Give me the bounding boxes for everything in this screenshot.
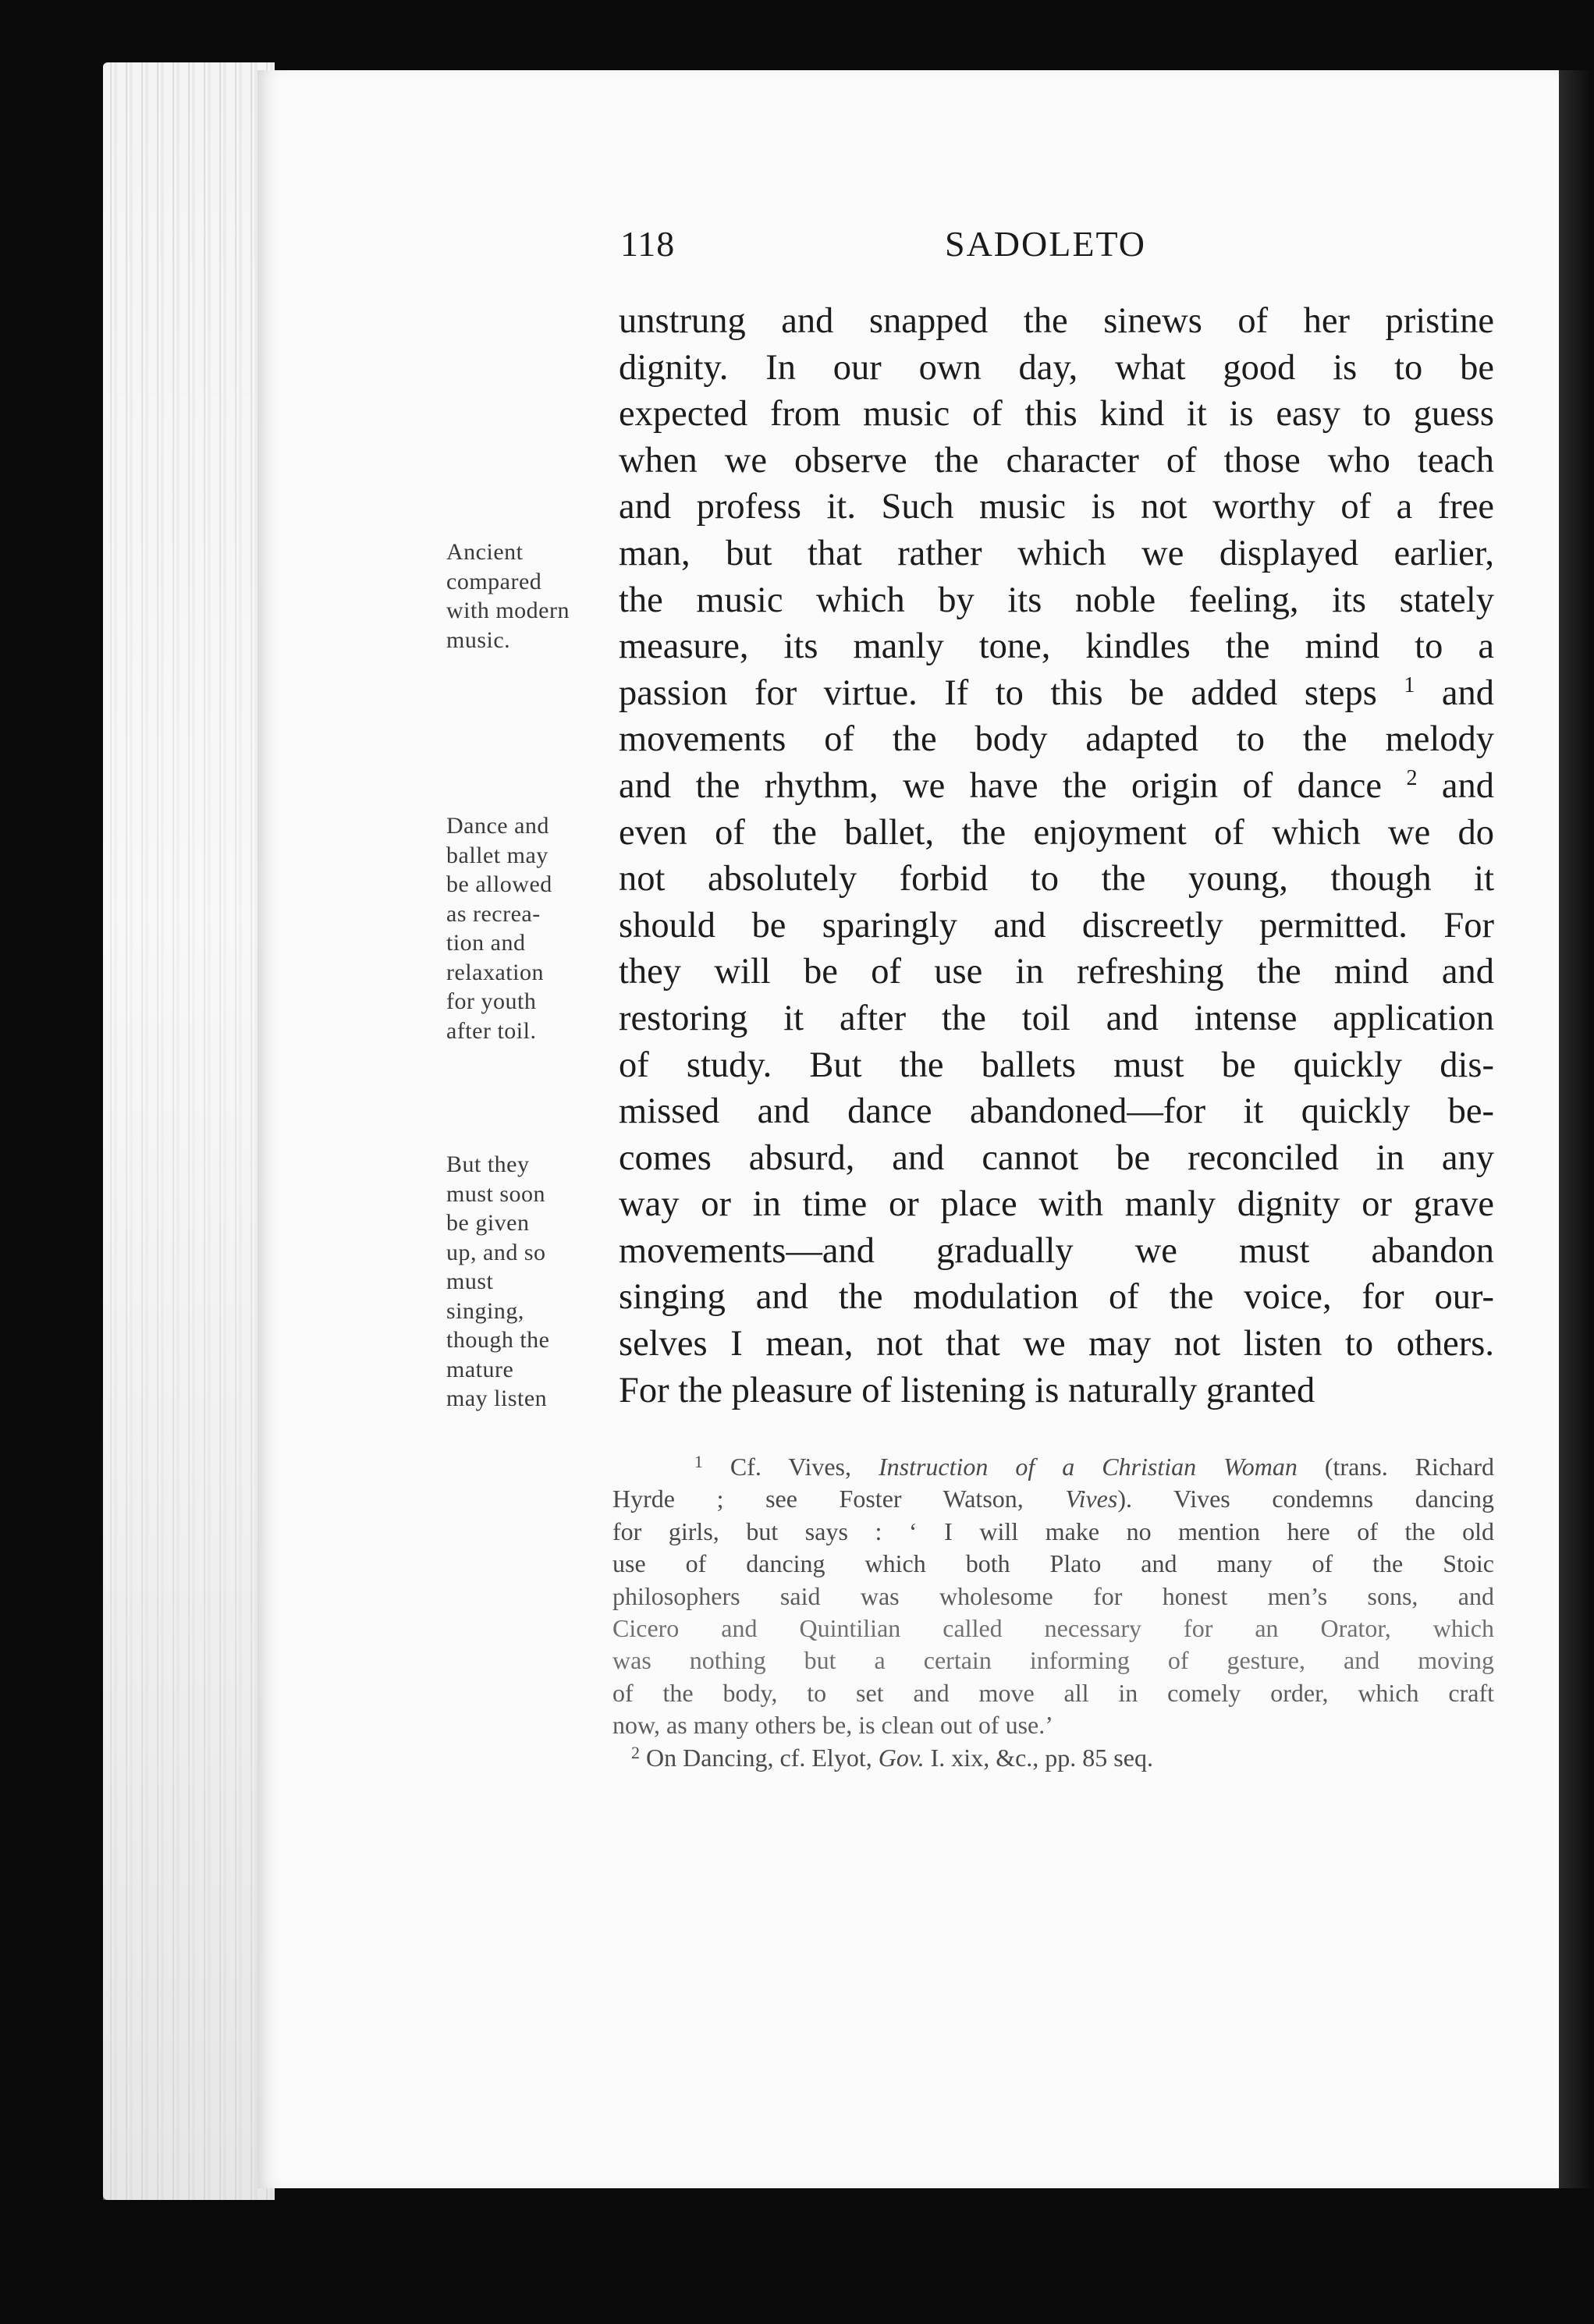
footnote-marker-2: 2 bbox=[631, 1742, 640, 1762]
footnote-1-line: use of dancing which both Plato and many of the Stoic bbox=[612, 1549, 1494, 1578]
footnote-text: ). Vives condemns dancing bbox=[1117, 1485, 1495, 1513]
footnote-book-title: Instruction of a Christian Woman bbox=[878, 1453, 1298, 1481]
footnote-text: (trans. Richard bbox=[1297, 1453, 1495, 1481]
footnote-1-line: of the body, to set and move all in comely order, which craft bbox=[612, 1678, 1494, 1707]
text-line: expected from music of this kind it is easy to guess bbox=[619, 394, 1494, 435]
margin-note-line: up, and so bbox=[446, 1239, 546, 1265]
text-line: selves I mean, not that we may not listen to others. bbox=[619, 1324, 1494, 1364]
margin-note-line: with modern bbox=[446, 598, 570, 623]
text-segment: passion for virtue. If to this be added steps bbox=[619, 672, 1377, 713]
margin-note-line: mature bbox=[446, 1356, 514, 1382]
footnote-ref-2: 2 bbox=[1406, 765, 1418, 790]
margin-note-line: compared bbox=[446, 568, 542, 594]
margin-note-line: as recrea- bbox=[446, 900, 541, 927]
footnote-1-line: now, as many others be, is clean out of use.’ bbox=[612, 1711, 1053, 1740]
footnote-2-line bbox=[612, 1742, 1494, 1774]
margin-note-line: tion and bbox=[446, 930, 526, 956]
footnote-text: Cf. Vives, bbox=[730, 1453, 879, 1481]
margin-note-dance-ballet bbox=[446, 811, 602, 1045]
text-line: unstrung and snapped the sinews of her pristine bbox=[619, 301, 1494, 341]
footnote-ref-1: 1 bbox=[1404, 672, 1415, 697]
text-segment: and the rhythm, we have the origin of dance bbox=[619, 765, 1383, 806]
margin-note-ancient-music bbox=[446, 538, 602, 655]
text-line bbox=[619, 670, 1494, 717]
footnote-1-line: philosophers said was wholesome for honest men’s sons, and bbox=[612, 1581, 1494, 1610]
text-line: restoring it after the toil and intense application bbox=[619, 998, 1494, 1038]
margin-note-line: after toil. bbox=[446, 1017, 537, 1044]
footnotes bbox=[612, 1451, 1494, 1774]
margin-note-line: ballet may bbox=[446, 842, 548, 868]
text-line: dignity. In our own day, what good is to be bbox=[619, 347, 1494, 388]
footnote-1-line: Cicero and Quintilian called necessary for an Orator, which bbox=[612, 1613, 1494, 1642]
footnote-1-line: was nothing but a certain informing of gesture, and moving bbox=[612, 1646, 1494, 1675]
text-line: and profess it. Such music is not worthy of a free bbox=[619, 487, 1494, 527]
footnote-book-title: Gov. bbox=[878, 1743, 925, 1772]
text-line: of study. But the ballets must be quickly dis- bbox=[619, 1045, 1494, 1085]
margin-note-line: be given bbox=[446, 1210, 530, 1236]
text-line: not absolutely forbid to the young, though it bbox=[619, 859, 1494, 899]
footnote-1-line: for girls, but says : ‘ I will make no mention here of the old bbox=[612, 1517, 1494, 1545]
margin-note-line: must bbox=[446, 1268, 494, 1294]
margin-note-give-up bbox=[446, 1150, 602, 1414]
text-line: way or in time or place with manly dignity or grave bbox=[619, 1184, 1494, 1225]
margin-note-line: must soon bbox=[446, 1180, 546, 1207]
text-segment: and bbox=[1441, 765, 1495, 806]
text-line: measure, its manly tone, kindles the mind to a bbox=[619, 626, 1494, 667]
footnote-1-line bbox=[612, 1483, 1494, 1515]
text-line: singing and the modulation of the voice, for our- bbox=[619, 1277, 1494, 1318]
text-line: movements of the body adapted to the melody bbox=[619, 719, 1494, 760]
text-line: comes absurd, and cannot be reconciled in any bbox=[619, 1137, 1494, 1178]
gutter-shadow bbox=[1559, 70, 1594, 2188]
margin-note-line: relaxation bbox=[446, 959, 544, 985]
footnote-text: On Dancing, cf. Elyot, bbox=[646, 1743, 879, 1772]
footnote-text: Hyrde ; see Foster Watson, bbox=[612, 1485, 1066, 1513]
text-line bbox=[619, 763, 1494, 810]
text-line: missed and dance abandoned—for it quickly be- bbox=[619, 1091, 1494, 1132]
text-line: the music which by its noble feeling, its stately bbox=[619, 580, 1494, 620]
text-line: when we observe the character of those who teach bbox=[619, 440, 1494, 481]
footnote-book-title: Vives bbox=[1065, 1485, 1118, 1513]
margin-note-line: Ancient bbox=[446, 539, 524, 565]
footnote-text: I. xix, &c., pp. 85 seq. bbox=[924, 1743, 1153, 1772]
margin-note-line: Dance and bbox=[446, 813, 549, 839]
page-number: 118 bbox=[620, 224, 676, 264]
body-text bbox=[619, 298, 1494, 1414]
footnote-1-line bbox=[612, 1451, 1494, 1483]
footnote-marker-1: 1 bbox=[694, 1452, 703, 1471]
margin-note-line: for youth bbox=[446, 988, 537, 1014]
text-line: man, but that rather which we displayed earlier, bbox=[619, 533, 1494, 573]
margin-note-line: though the bbox=[446, 1327, 550, 1353]
page-edges bbox=[103, 62, 275, 2200]
margin-note-line: But they bbox=[446, 1151, 530, 1177]
margin-note-line: music. bbox=[446, 626, 511, 653]
text-line: movements—and gradually we must abandon bbox=[619, 1230, 1494, 1271]
page-header bbox=[620, 223, 1494, 278]
margin-note-line: may listen bbox=[446, 1386, 548, 1411]
margin-note-line: be allowed bbox=[446, 871, 552, 897]
text-line: even of the ballet, the enjoyment of which we do bbox=[619, 812, 1494, 853]
text-segment: and bbox=[1441, 672, 1495, 713]
text-line: For the pleasure of listening is naturally granted bbox=[619, 1370, 1315, 1410]
text-line: should be sparingly and discreetly permitted. For bbox=[619, 905, 1494, 946]
text-line: they will be of use in refreshing the mind and bbox=[619, 952, 1494, 992]
margin-note-line: singing, bbox=[446, 1297, 524, 1324]
running-head: SADOLETO bbox=[945, 224, 1146, 264]
